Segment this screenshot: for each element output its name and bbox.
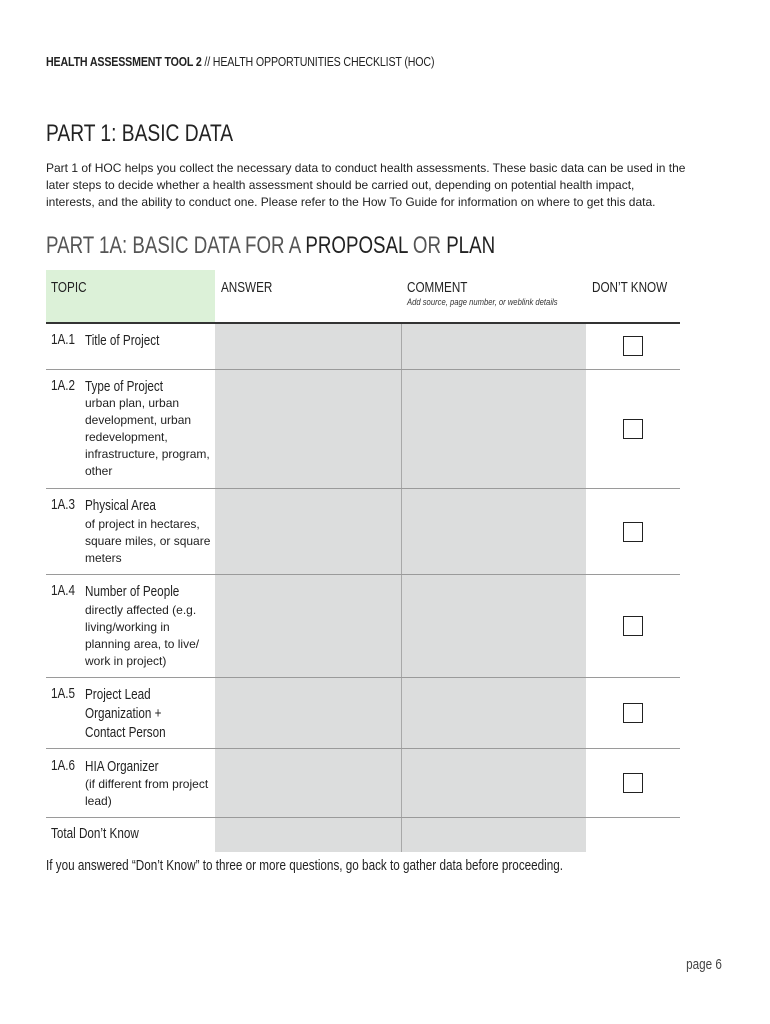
answer-column-fields[interactable] [215,324,401,852]
comment-column-fields[interactable] [402,324,586,852]
topic-header-cell [46,270,215,323]
column-divider [401,324,402,852]
row-description: (if different from project lead) [85,777,209,808]
proposal-word: PROPOSAL [305,232,408,259]
row-number: 1A.2 [51,377,76,394]
tool-name: HEALTH ASSESSMENT TOOL 2 [46,54,202,69]
row-description: urban plan, urban development, urban redevelopment, infrastructure, program, other [85,396,210,478]
dont-know-checkbox[interactable] [623,773,643,793]
row-number: 1A.3 [51,496,76,513]
row-label: Title of Project [85,332,160,349]
row-divider [46,369,680,370]
row-divider [46,488,680,489]
row-description: directly affected (e.g. living/working in planning area, to live/ work in project) [85,603,200,668]
row-divider [46,817,680,818]
topic-column-header: TOPIC [51,279,87,296]
part1a-title: PART 1A: BASIC DATA FOR A PROPOSAL OR PLAN [46,232,496,259]
basic-data-table [46,270,680,852]
row-divider [46,748,680,749]
row-number: 1A.4 [51,582,76,599]
dont-know-checkbox[interactable] [623,522,643,542]
part1-title: PART 1: BASIC DATA [46,120,234,147]
dont-know-checkbox[interactable] [623,336,643,356]
answer-column-header: ANSWER [221,279,273,296]
page-number: page 6 [686,956,722,973]
dont-know-checkbox[interactable] [623,703,643,723]
row-label: Number of People [85,583,180,600]
row-label: Physical Area [85,497,156,514]
row-description: of project in hectares, square miles, or square meters [85,517,211,565]
comment-column-header: COMMENT [407,279,468,296]
comment-hint: Add source, page number, or weblink details [407,297,558,307]
dont-know-column-header: DON’T KNOW [592,279,668,296]
row-number: 1A.5 [51,685,76,702]
header-separator: // [201,54,213,69]
dont-know-checkbox[interactable] [623,419,643,439]
row-divider [46,677,680,678]
row-label: Type of Project [85,378,164,395]
total-dont-know-label: Total Don’t Know [51,825,139,842]
plan-word: PLAN [446,232,496,259]
row-label: Project Lead Organization + Contact Person [85,686,166,741]
part1-intro: Part 1 of HOC helps you collect the necessary data to conduct health assessments. These basic data can be used in the later steps to decide whether a health assessment should be carried out, depending on potential health impact, interests, and the ability to conduct one. Please refer to the How To Guide for information on where to get this data. [46,161,686,209]
footnote: If you answered “Don’t Know” to three or more questions, go back to gather data before proceeding. [46,857,564,874]
checklist-name: HEALTH OPPORTUNITIES CHECKLIST (HOC) [212,54,435,69]
dont-know-checkbox[interactable] [623,616,643,636]
document-header [46,54,520,69]
row-label: HIA Organizer [85,758,159,775]
row-number: 1A.1 [51,331,76,348]
row-number: 1A.6 [51,757,76,774]
row-divider [46,574,680,575]
